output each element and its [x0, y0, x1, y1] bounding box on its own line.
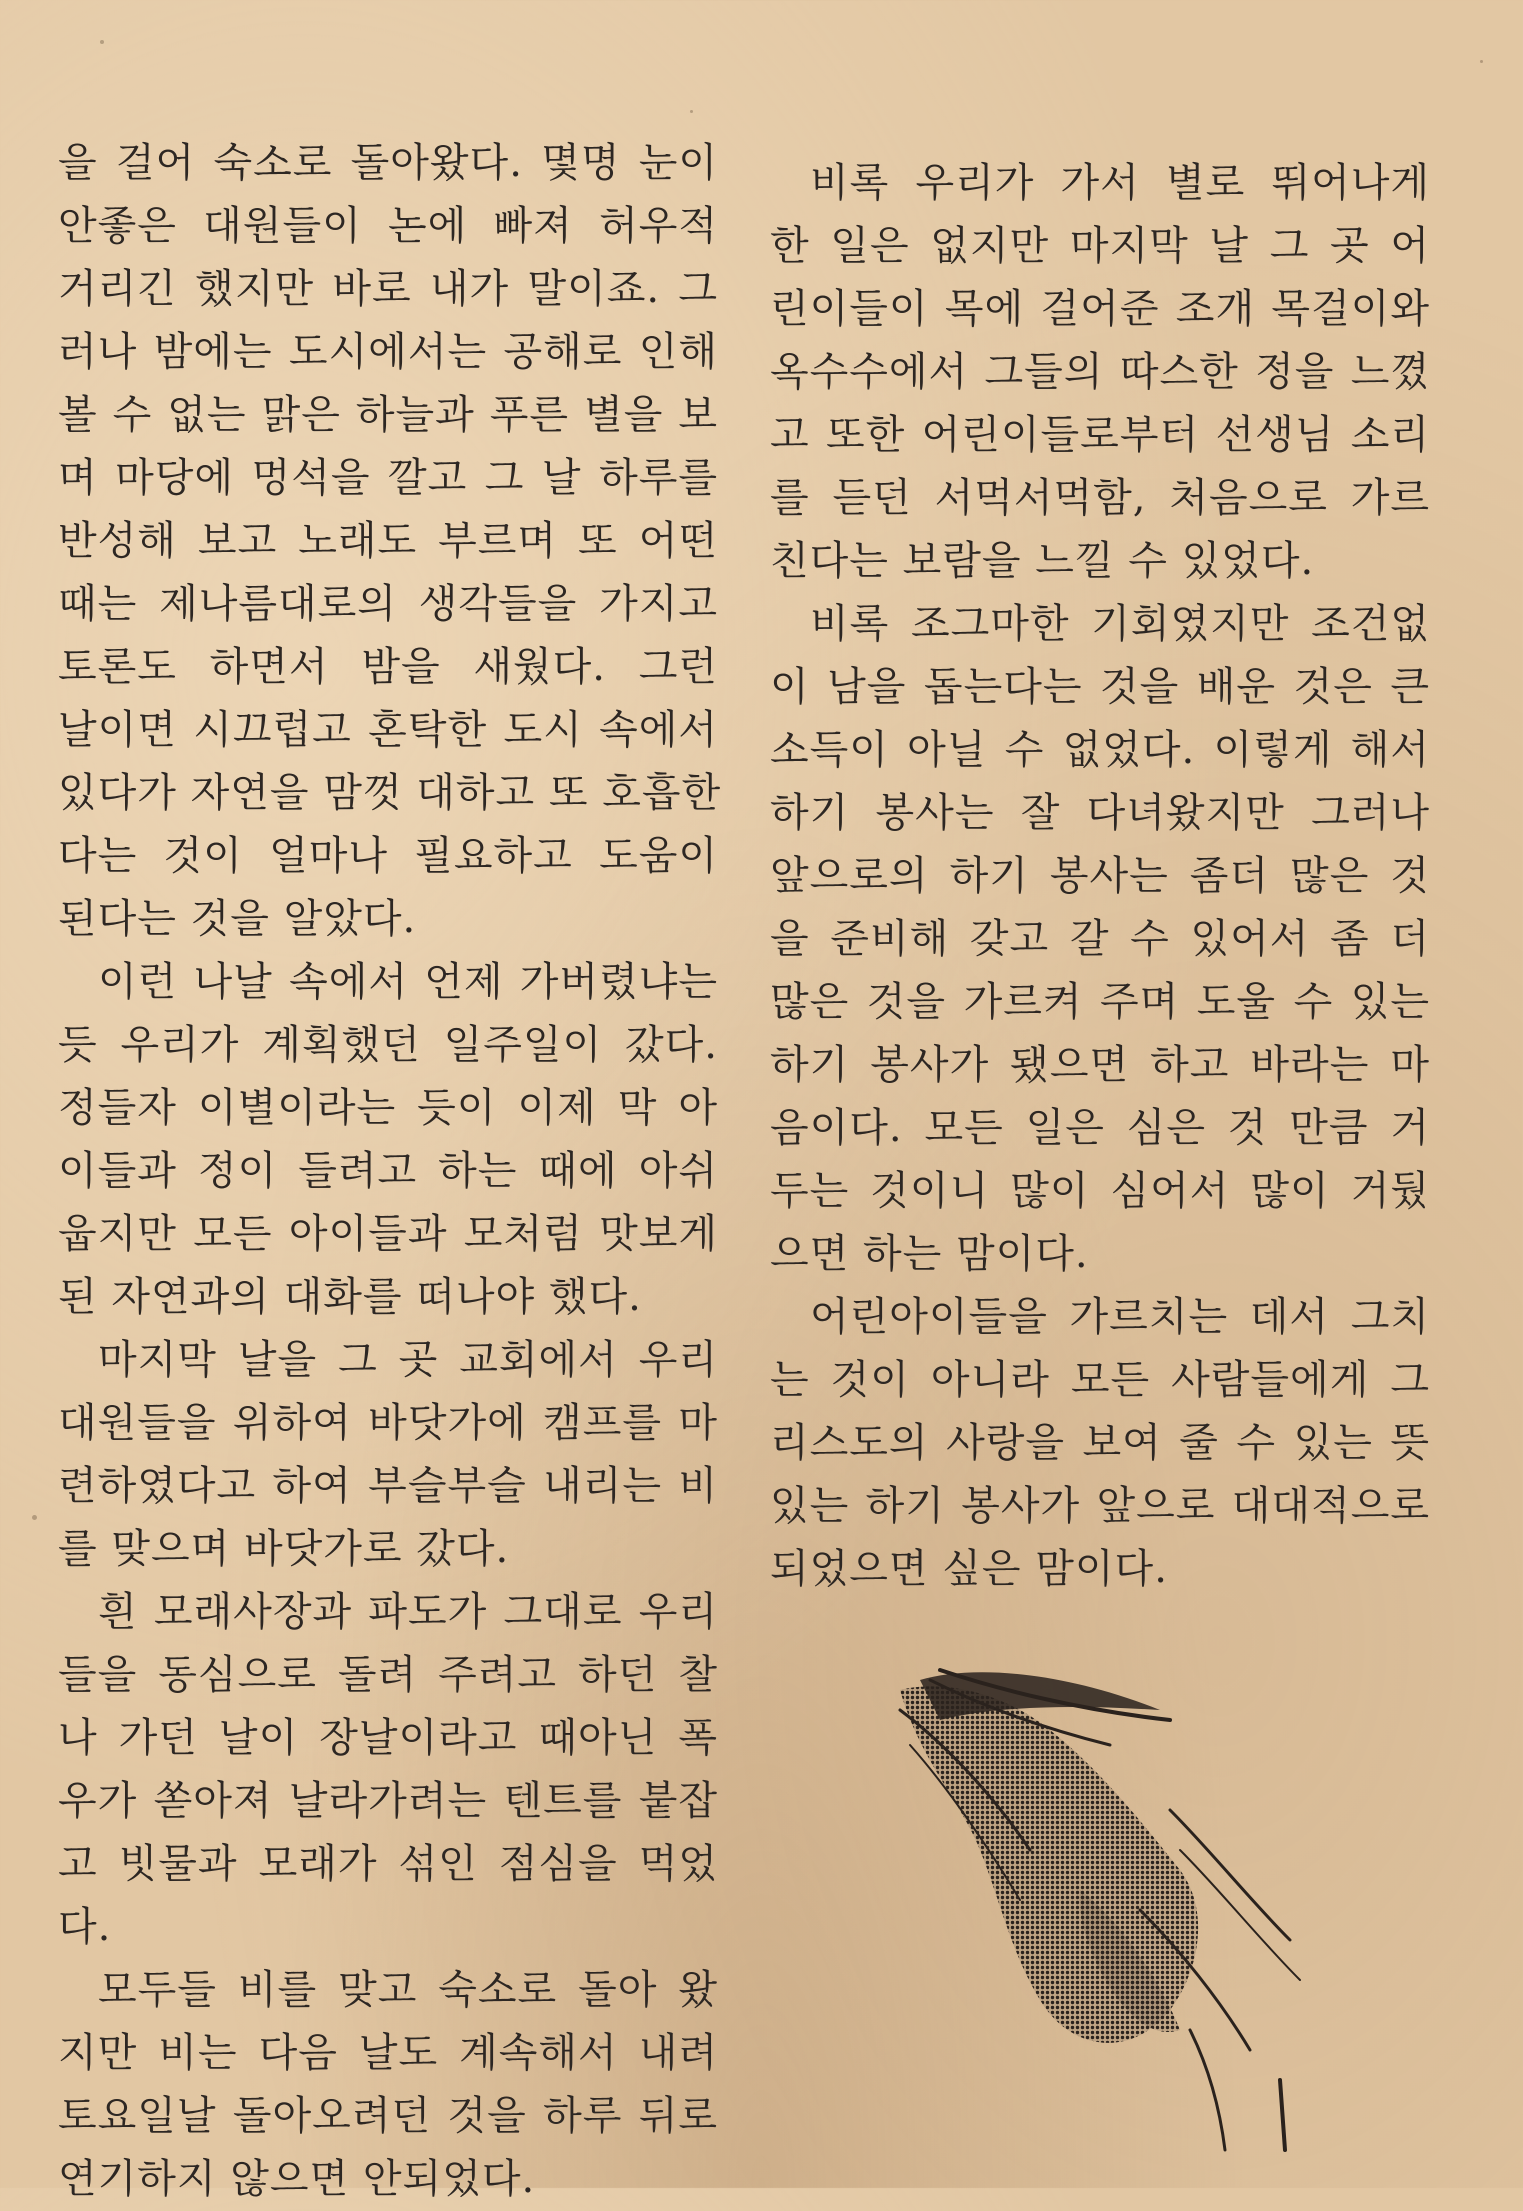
text-line: 를 맞으며 바닷가로 갔다. — [58, 1526, 510, 1572]
paper-speck — [1480, 60, 1483, 63]
paragraph-start-line: 비록 우리가 가서 별로 뛰어나게 — [810, 160, 1430, 206]
paragraph-start-line: 모두들 비를 맞고 숙소로 돌아 왔 — [98, 1967, 718, 2013]
text-line: 이 남을 돕는다는 것을 배운 것은 큰 — [770, 664, 1430, 710]
text-line: 소득이 아닐 수 없었다. 이렇게 해서 — [770, 727, 1430, 773]
text-line: 음이다. 모든 일은 심은 것 만큼 거 — [770, 1105, 1430, 1151]
text-line: 있다가 자연을 맘껏 대하고 또 호흡한 — [58, 770, 722, 816]
text-line: 정들자 이별이라는 듯이 이제 막 아 — [58, 1085, 718, 1131]
text-line: 때는 제나름대로의 생각들을 가지고 — [58, 581, 718, 627]
paragraph-start-line: 마지막 날을 그 곳 교회에서 우리 — [98, 1337, 718, 1383]
text-line: 고 빗물과 모래가 섞인 점심을 먹었 — [58, 1841, 718, 1887]
paragraph-start-line: 비록 조그마한 기회였지만 조건없 — [810, 601, 1430, 647]
text-line: 를 듣던 서먹서먹함, 처음으로 가르 — [770, 475, 1430, 521]
text-line: 거리긴 했지만 바로 내가 말이죠. 그 — [58, 266, 718, 312]
text-line: 앞으로의 하기 봉사는 좀더 많은 것 — [770, 853, 1430, 899]
left-text-column — [58, 132, 722, 2211]
text-line: 되었으면 싶은 맘이다. — [770, 1546, 1168, 1592]
text-line: 친다는 보람을 느낄 수 있었다. — [770, 538, 1315, 584]
text-line: 린이들이 목에 걸어준 조개 목걸이와 — [770, 286, 1430, 332]
text-line: 하기 봉사가 됐으면 하고 바라는 마 — [770, 1042, 1430, 1088]
text-line: 으면 하는 맘이다. — [770, 1231, 1089, 1277]
text-line: 는 것이 아니라 모든 사람들에게 그 — [770, 1357, 1430, 1403]
right-text-column — [770, 152, 1430, 1601]
paragraph-start-line: 어린아이들을 가르치는 데서 그치 — [810, 1294, 1430, 1340]
text-line: 며 마당에 멍석을 깔고 그 날 하루를 — [58, 455, 718, 501]
text-line: 대원들을 위하여 바닷가에 캠프를 마 — [58, 1400, 718, 1446]
text-line: 날이면 시끄럽고 혼탁한 도시 속에서 — [58, 707, 718, 753]
text-line: 반성해 보고 노래도 부르며 또 어떤 — [58, 518, 718, 564]
text-line: 들을 동심으로 돌려 주려고 하던 찰 — [58, 1652, 718, 1698]
text-line: 나 가던 날이 장날이라고 때아닌 폭 — [58, 1715, 718, 1761]
text-line: 된다는 것을 알았다. — [58, 896, 417, 942]
text-line: 옥수수에서 그들의 따스한 정을 느꼈 — [770, 349, 1430, 395]
text-line: 웁지만 모든 아이들과 모처럼 맛보게 — [58, 1211, 718, 1257]
text-line: 연기하지 않으면 안되었다. — [58, 2156, 536, 2202]
text-line: 을 준비해 갖고 갈 수 있어서 좀 더 — [770, 916, 1430, 962]
paper-speck — [690, 110, 693, 113]
paper-speck — [100, 40, 104, 44]
text-line: 안좋은 대원들이 논에 빠져 허우적 — [58, 203, 718, 249]
text-line: 리스도의 사랑을 보여 줄 수 있는 뜻 — [770, 1420, 1430, 1466]
sketch-illustration — [880, 1650, 1420, 2170]
text-line: 듯 우리가 계획했던 일주일이 갔다. — [58, 1022, 718, 1068]
text-line: 다는 것이 얼마나 필요하고 도움이 — [58, 833, 718, 879]
text-line: 우가 쏟아져 날라가려는 텐트를 붙잡 — [58, 1778, 718, 1824]
text-line: 하기 봉사는 잘 다녀왔지만 그러나 — [770, 790, 1430, 836]
text-line: 다. — [58, 1904, 112, 1950]
text-line: 지만 비는 다음 날도 계속해서 내려 — [58, 2030, 718, 2076]
text-line: 있는 하기 봉사가 앞으로 대대적으로 — [770, 1483, 1430, 1529]
text-line: 이들과 정이 들려고 하는 때에 아쉬 — [58, 1148, 718, 1194]
text-line: 많은 것을 가르켜 주며 도울 수 있는 — [770, 979, 1430, 1025]
text-line: 된 자연과의 대화를 떠나야 했다. — [58, 1274, 642, 1320]
text-line: 한 일은 없지만 마지막 날 그 곳 어 — [770, 223, 1430, 269]
text-line: 을 걸어 숙소로 돌아왔다. 몇명 눈이 — [58, 140, 718, 186]
text-line: 볼 수 없는 맑은 하늘과 푸른 별을 보 — [58, 392, 718, 438]
paragraph-start-line: 이런 나날 속에서 언제 가버렸냐는 — [98, 959, 718, 1005]
paragraph-start-line: 흰 모래사장과 파도가 그대로 우리 — [98, 1589, 718, 1635]
text-line: 토요일날 돌아오려던 것을 하루 뒤로 — [58, 2093, 718, 2139]
text-line: 러나 밤에는 도시에서는 공해로 인해 — [58, 329, 718, 375]
text-line: 두는 것이니 많이 심어서 많이 거뒀 — [770, 1168, 1430, 1214]
text-line: 토론도 하면서 밤을 새웠다. 그런 — [58, 644, 718, 690]
text-line: 련하였다고 하여 부슬부슬 내리는 비 — [58, 1463, 718, 1509]
text-line: 고 또한 어린이들로부터 선생님 소리 — [770, 412, 1430, 458]
paper-speck — [32, 1515, 37, 1520]
